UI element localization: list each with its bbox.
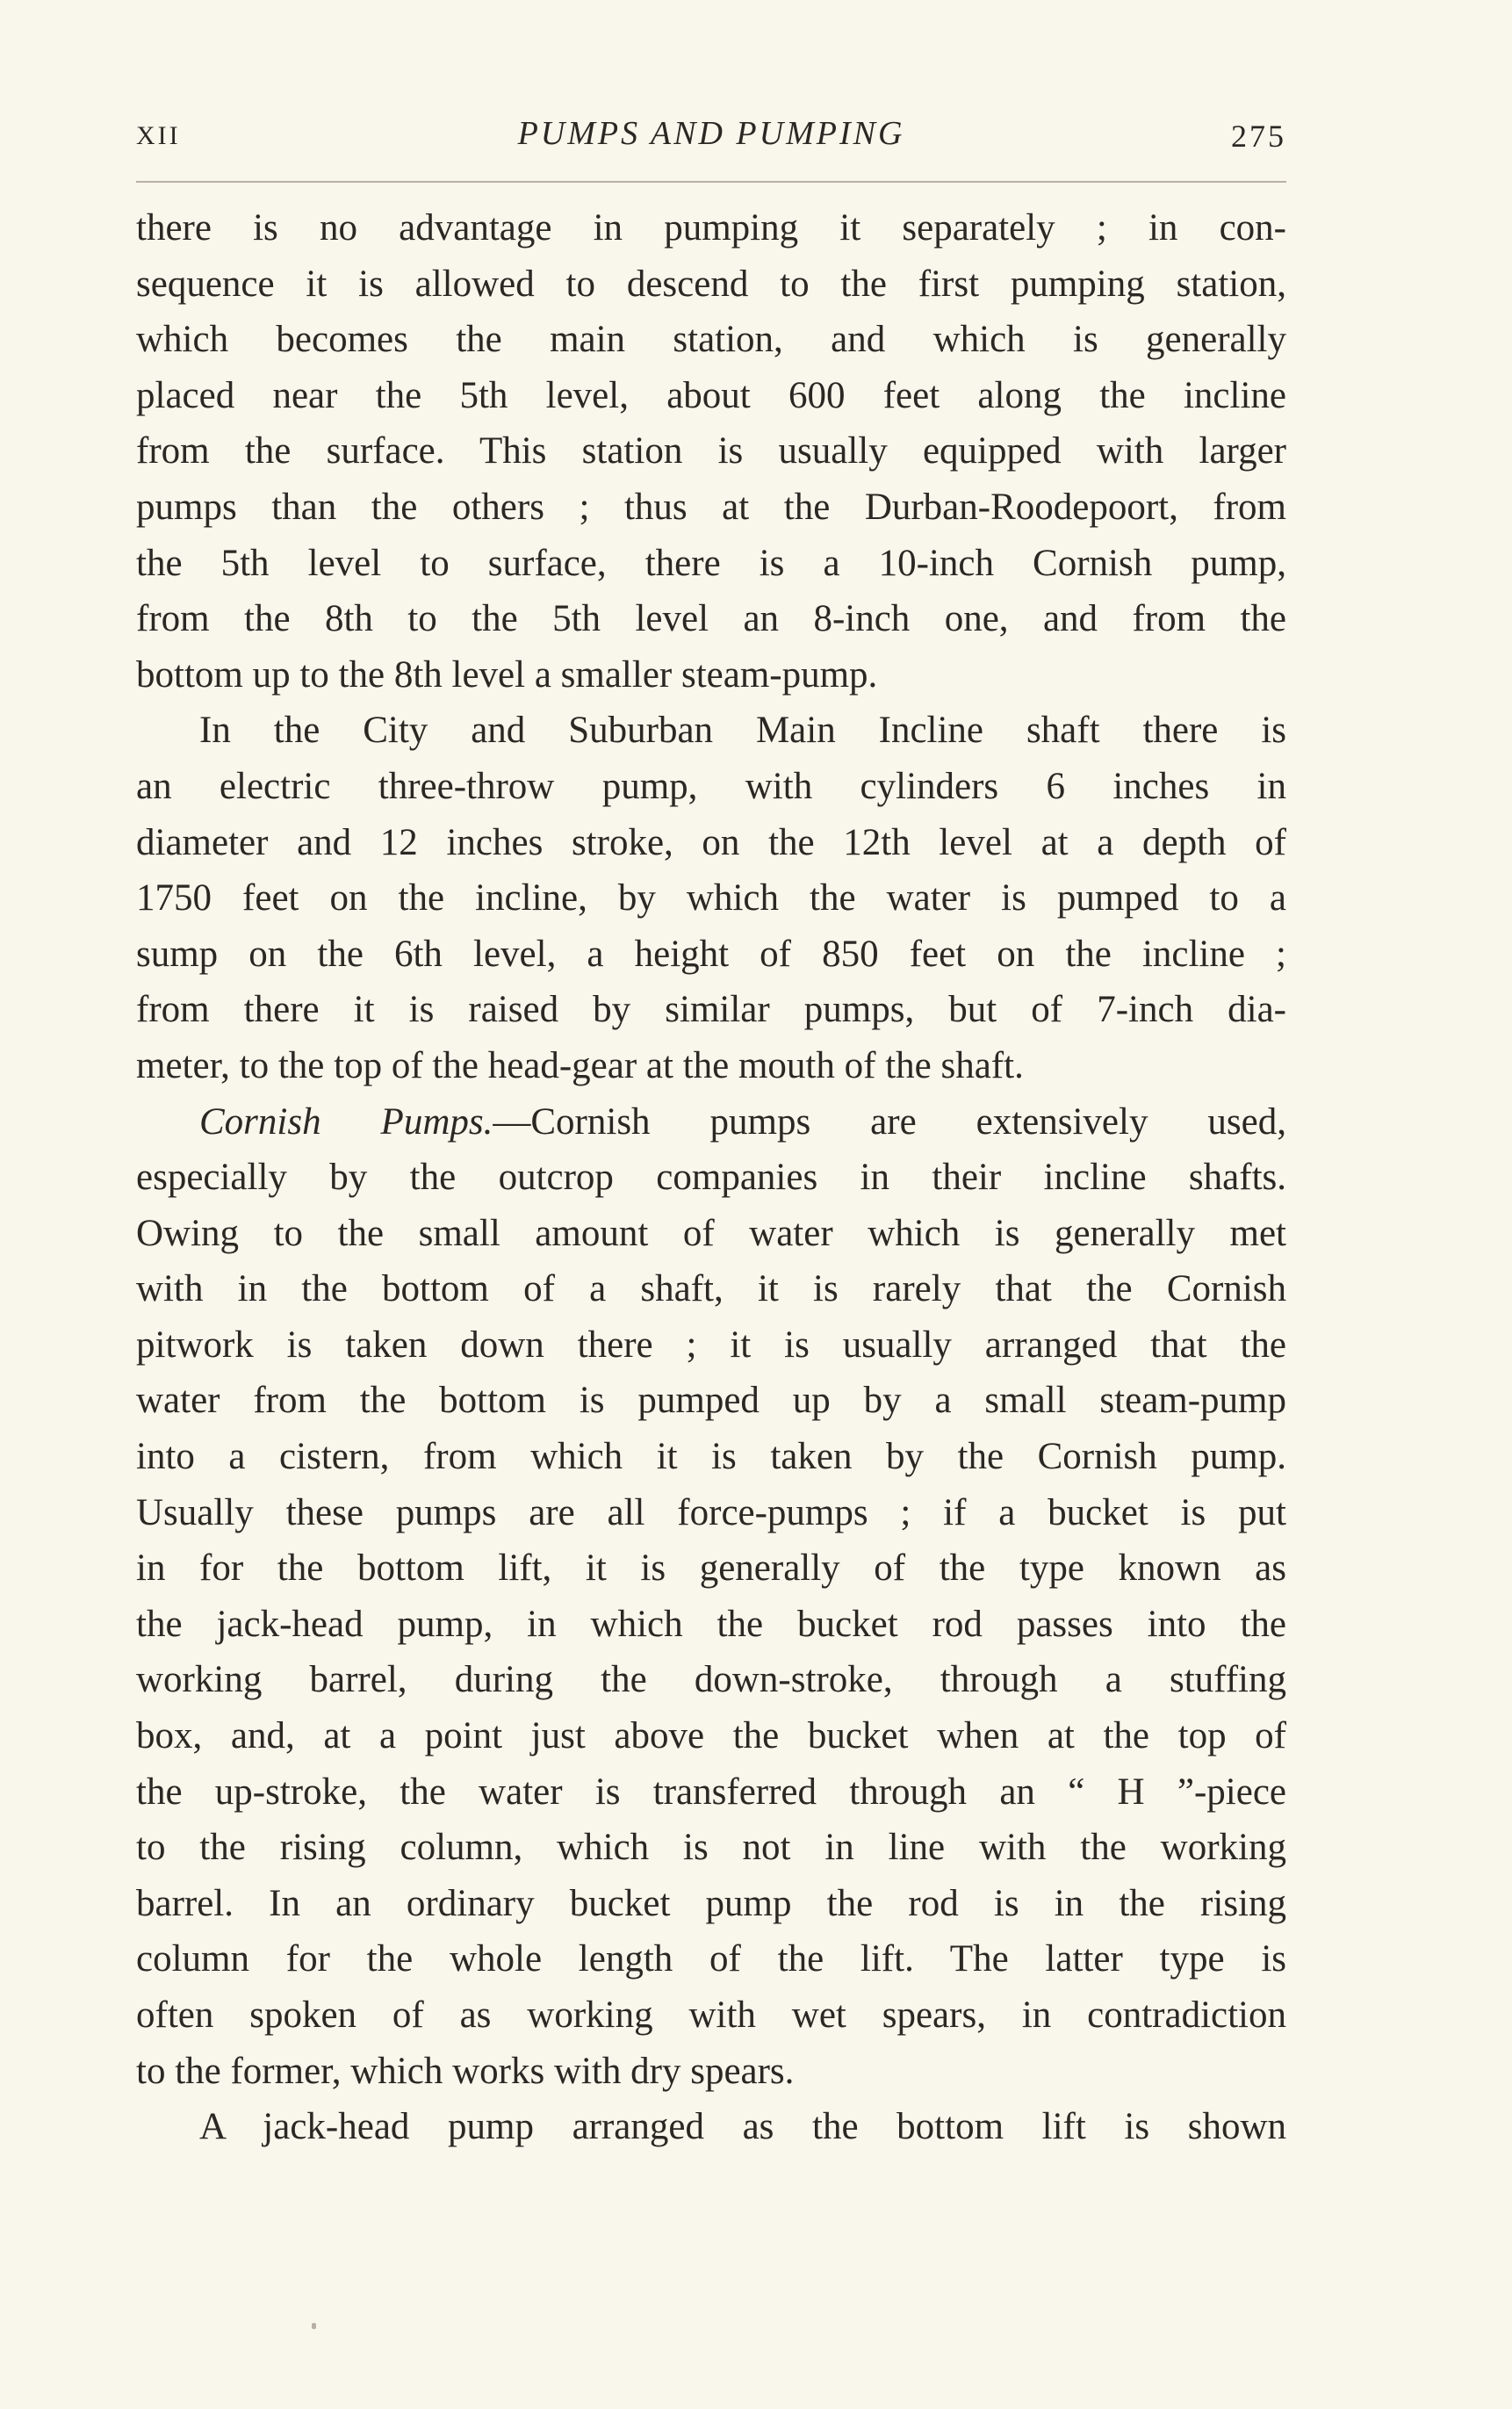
text-line: an electric three-throw pump, with cylinders 6 inches in bbox=[136, 765, 1286, 807]
text-line bbox=[136, 1094, 1286, 1150]
page-number: 275 bbox=[1231, 119, 1286, 154]
text-line: with in the bottom of a shaft, it is rarely that the Cornish bbox=[136, 1268, 1286, 1310]
paragraph-2 bbox=[136, 703, 1286, 1093]
text-line: there is no advantage in pumping it separately ; in con- bbox=[136, 207, 1286, 249]
text-line: pitwork is taken down there ; it is usually arranged that the bbox=[136, 1324, 1286, 1366]
text-line: meter, to the top of the head-gear at the mouth of the shaft. bbox=[136, 1044, 1024, 1086]
text-line: column for the whole length of the lift. The latter type is bbox=[136, 1938, 1286, 1980]
text-line: placed near the 5th level, about 600 feet along the incline bbox=[136, 374, 1286, 416]
text-line: sequence it is allowed to descend to the first pumping station, bbox=[136, 263, 1286, 305]
text-line: diameter and 12 inches stroke, on the 12th level at a depth of bbox=[136, 821, 1286, 863]
text-run: —Cornish pumps are extensively used, bbox=[493, 1100, 1286, 1143]
paragraph-3 bbox=[136, 1094, 1286, 2100]
text-line: often spoken of as working with wet spears, in contradiction bbox=[136, 1994, 1286, 2036]
text-line: In the City and Suburban Main Incline shaft there is bbox=[199, 710, 1286, 752]
text-line: the up-stroke, the water is transferred through an “ H ”-piece bbox=[136, 1771, 1286, 1813]
text-line: pumps than the others ; thus at the Durban-Roodepoort, from bbox=[136, 486, 1286, 528]
text-line: from the 8th to the 5th level an 8-inch one, and from the bbox=[136, 598, 1286, 640]
running-title: PUMPS AND PUMPING bbox=[517, 115, 905, 152]
text-line: Usually these pumps are all force-pumps ; if a bucket is put bbox=[136, 1491, 1286, 1533]
text-line: especially by the outcrop companies in their incline shafts. bbox=[136, 1157, 1286, 1199]
running-head bbox=[136, 114, 1286, 167]
text-line: A jack-head pump arranged as the bottom lift is shown bbox=[199, 2106, 1286, 2148]
text-line: which becomes the main station, and which is generally bbox=[136, 319, 1286, 361]
text-line: the jack-head pump, in which the bucket rod passes into the bbox=[136, 1603, 1286, 1645]
paragraph-1 bbox=[136, 200, 1286, 703]
section-heading: Cornish Pumps. bbox=[199, 1100, 493, 1143]
text-line: into a cistern, from which it is taken by the Cornish pump. bbox=[136, 1436, 1286, 1478]
chapter-number: XII bbox=[136, 121, 181, 150]
text-line: Owing to the small amount of water which is generally met bbox=[136, 1212, 1286, 1254]
paragraph-4 bbox=[136, 2099, 1286, 2155]
body-text bbox=[136, 200, 1286, 2155]
text-line: water from the bottom is pumped up by a small steam-pump bbox=[136, 1380, 1286, 1422]
text-line: the 5th level to surface, there is a 10-inch Cornish pump, bbox=[136, 542, 1286, 584]
text-line: to the rising column, which is not in line with the working bbox=[136, 1827, 1286, 1869]
text-line: 1750 feet on the incline, by which the water is pumped to a bbox=[136, 877, 1286, 920]
text-line: box, and, at a point just above the bucket when at the top of bbox=[136, 1715, 1286, 1757]
header-rule bbox=[136, 181, 1286, 183]
text-line: from there it is raised by similar pumps, but of 7-inch dia- bbox=[136, 989, 1286, 1031]
text-line: to the former, which works with dry spears. bbox=[136, 2050, 795, 2092]
text-line: sump on the 6th level, a height of 850 feet on the incline ; bbox=[136, 933, 1286, 975]
text-line: bottom up to the 8th level a smaller steam-pump. bbox=[136, 653, 878, 696]
text-line: from the surface. This station is usually equipped with larger bbox=[136, 430, 1286, 472]
text-line: barrel. In an ordinary bucket pump the rod is in the rising bbox=[136, 1882, 1286, 1924]
text-line: in for the bottom lift, it is generally of the type known as bbox=[136, 1547, 1286, 1590]
paper-speck bbox=[312, 2323, 316, 2329]
text-line: working barrel, during the down-stroke, through a stuffing bbox=[136, 1659, 1286, 1701]
